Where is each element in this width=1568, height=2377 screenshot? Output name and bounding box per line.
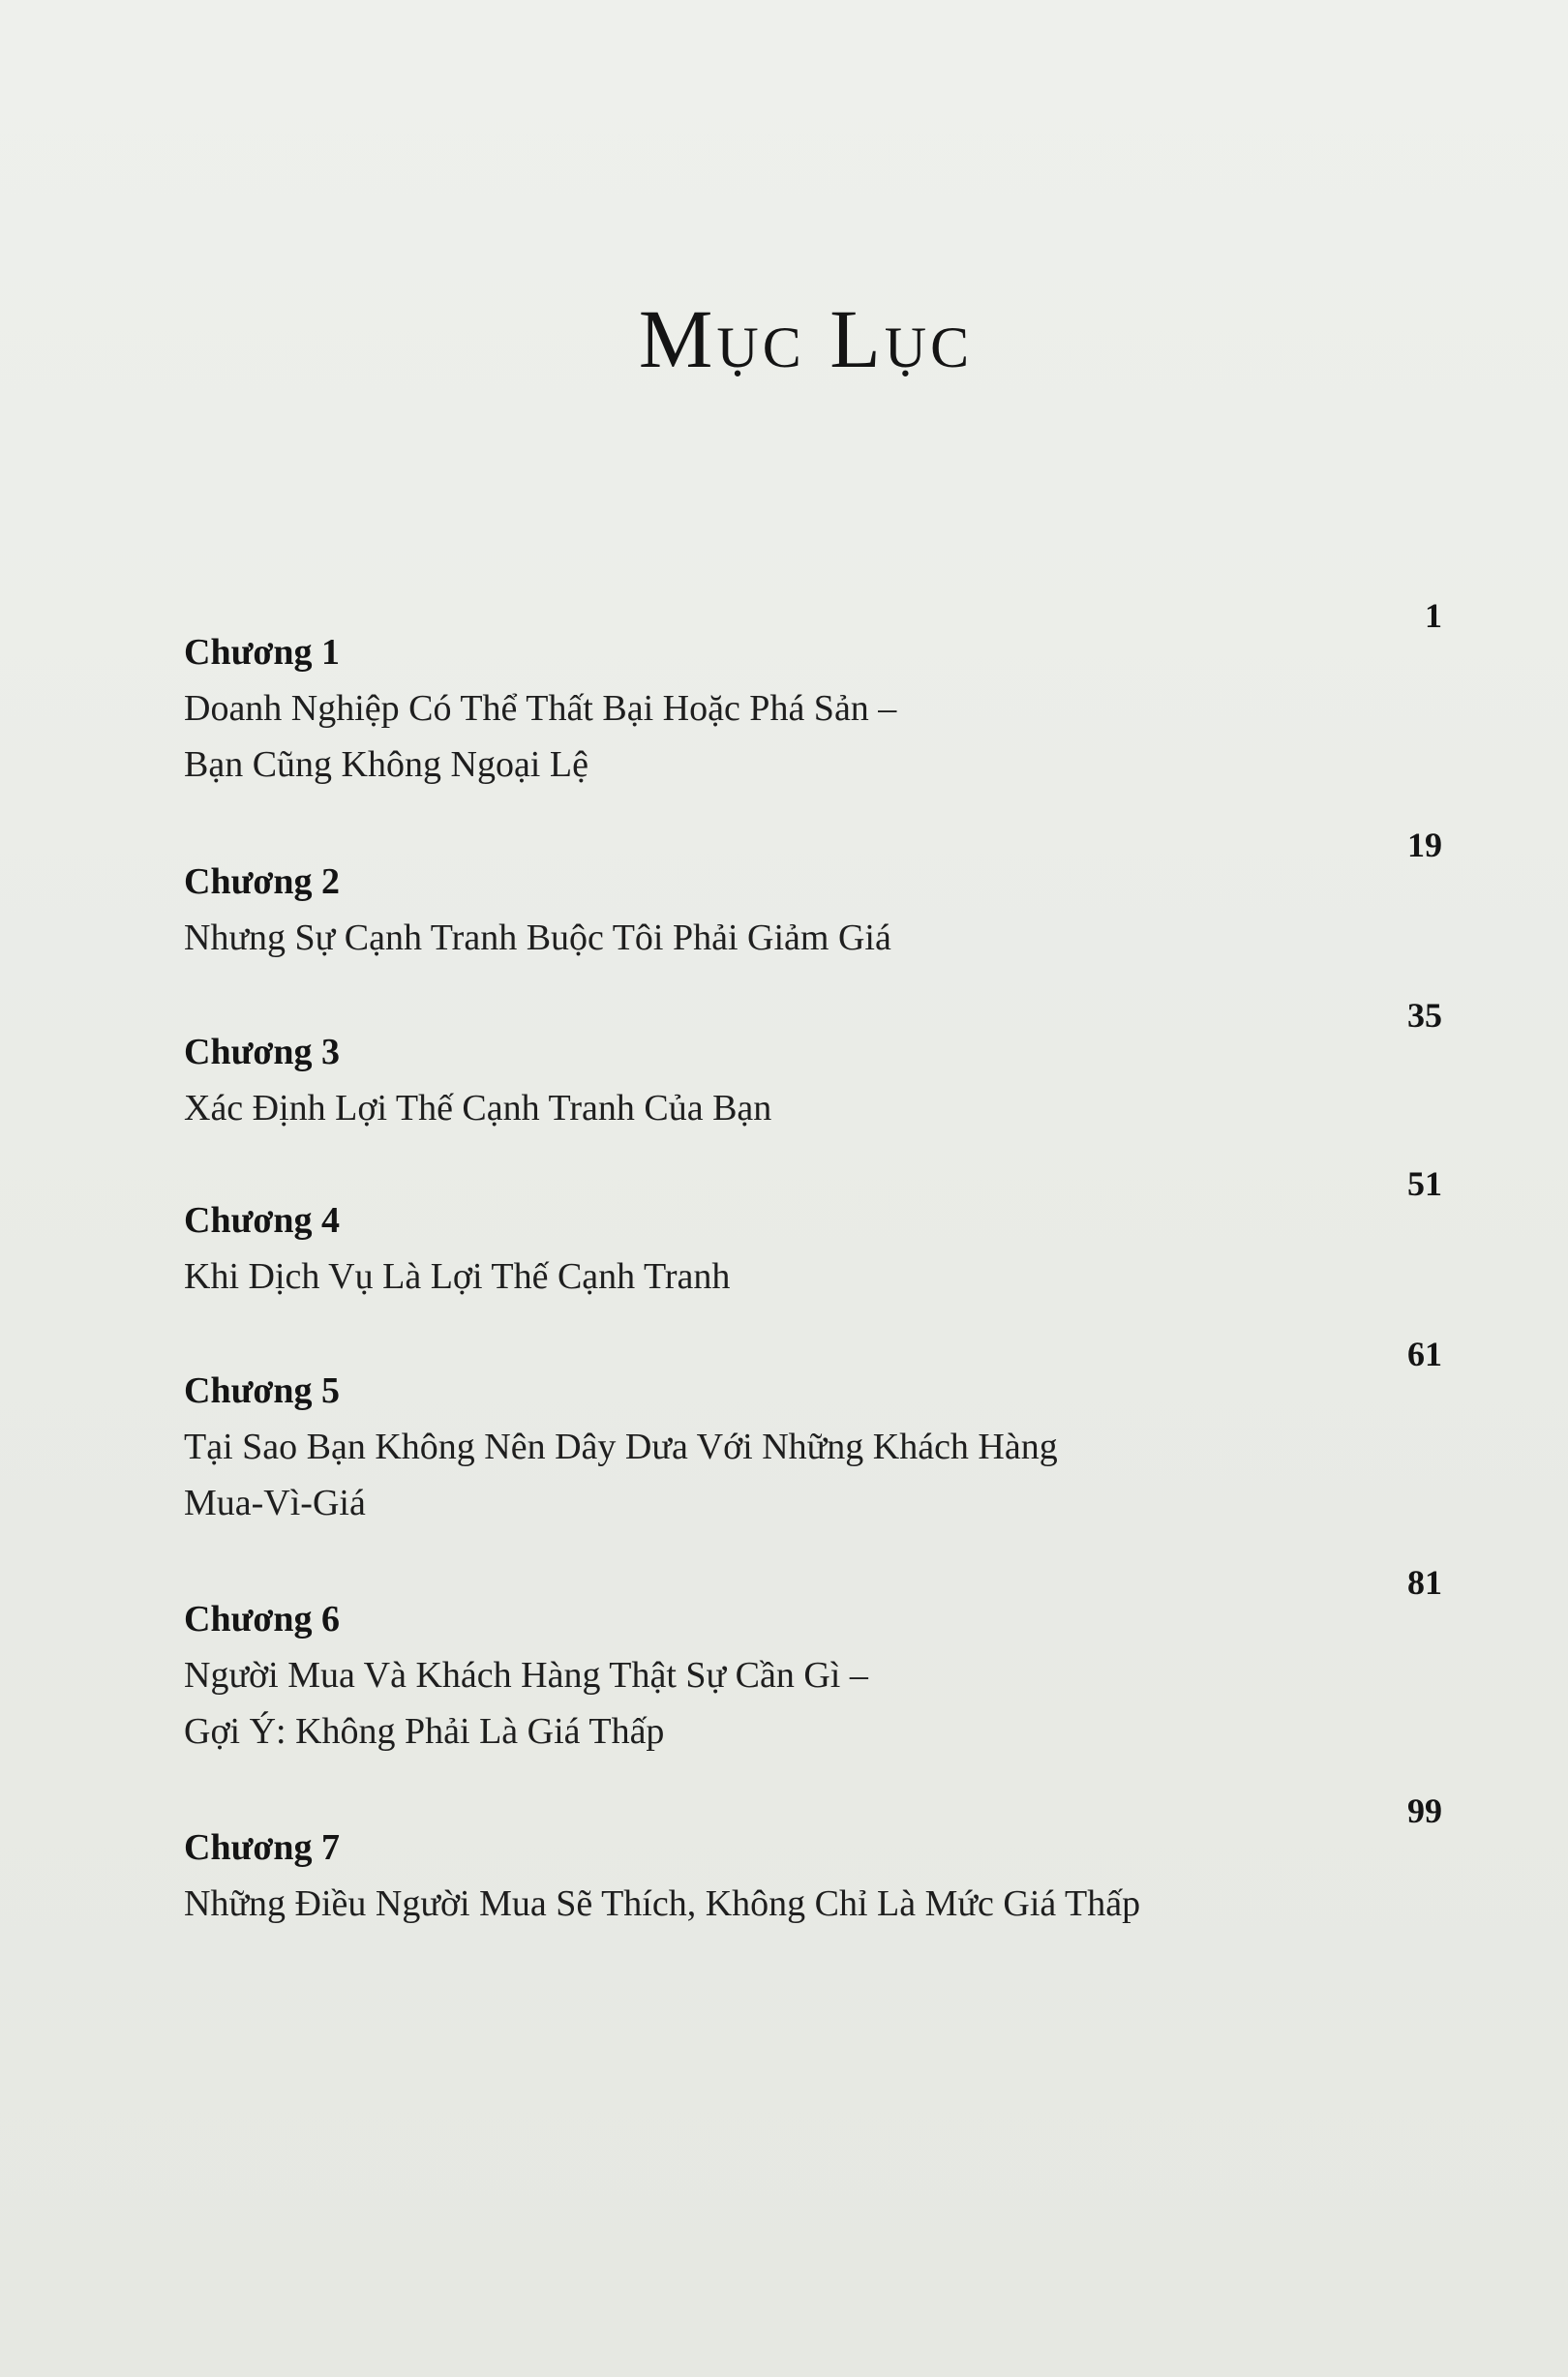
page-number: 99 <box>1407 1791 1442 1830</box>
chapter-label: Chương 3 <box>184 1032 341 1072</box>
chapter-title-line: Gợi Ý: Không Phải Là Giá Thấp <box>184 1711 665 1752</box>
chapter-title-line: Người Mua Và Khách Hàng Thật Sự Cần Gì – <box>184 1655 868 1696</box>
chapter-label: Chương 6 <box>184 1599 341 1640</box>
toc-entry-chapter-6 <box>184 1563 1442 1760</box>
chapter-label: Chương 2 <box>184 861 341 902</box>
page-number: 61 <box>1407 1335 1442 1373</box>
page-number: 81 <box>1407 1563 1442 1602</box>
toc-entry-chapter-5 <box>184 1335 1442 1531</box>
page-number: 19 <box>1407 826 1442 864</box>
page-number: 35 <box>1407 996 1442 1035</box>
page-number: 1 <box>1425 596 1442 635</box>
page-number: 51 <box>1407 1164 1442 1203</box>
chapter-title-line: Doanh Nghiệp Có Thể Thất Bại Hoặc Phá Sản – <box>184 688 897 729</box>
chapter-label: Chương 1 <box>184 632 341 673</box>
chapter-label: Chương 4 <box>184 1200 341 1241</box>
chapter-title-line: Bạn Cũng Không Ngoại Lệ <box>184 744 588 785</box>
toc-entry-chapter-3 <box>184 996 1442 1136</box>
chapter-label: Chương 5 <box>184 1370 341 1411</box>
chapter-title-line: Mua-Vì-Giá <box>184 1483 366 1523</box>
toc-entry-chapter-4 <box>184 1164 1442 1305</box>
page-title: Mục Lục <box>638 292 974 385</box>
chapter-title-line: Khi Dịch Vụ Là Lợi Thế Cạnh Tranh <box>184 1256 731 1297</box>
chapter-label: Chương 7 <box>184 1827 341 1868</box>
chapter-title-line: Nhưng Sự Cạnh Tranh Buộc Tôi Phải Giảm Giá <box>184 918 891 958</box>
toc-entry-chapter-2 <box>184 826 1442 966</box>
toc-entry-chapter-7 <box>184 1791 1442 1932</box>
chapter-title-line: Tại Sao Bạn Không Nên Dây Dưa Với Những Khách Hàng <box>184 1427 1058 1467</box>
chapter-title-line: Xác Định Lợi Thế Cạnh Tranh Của Bạn <box>184 1088 772 1128</box>
toc-entry-chapter-1 <box>184 596 1442 793</box>
chapter-title-line: Những Điều Người Mua Sẽ Thích, Không Chỉ Là Mức Giá Thấp <box>184 1883 1141 1924</box>
